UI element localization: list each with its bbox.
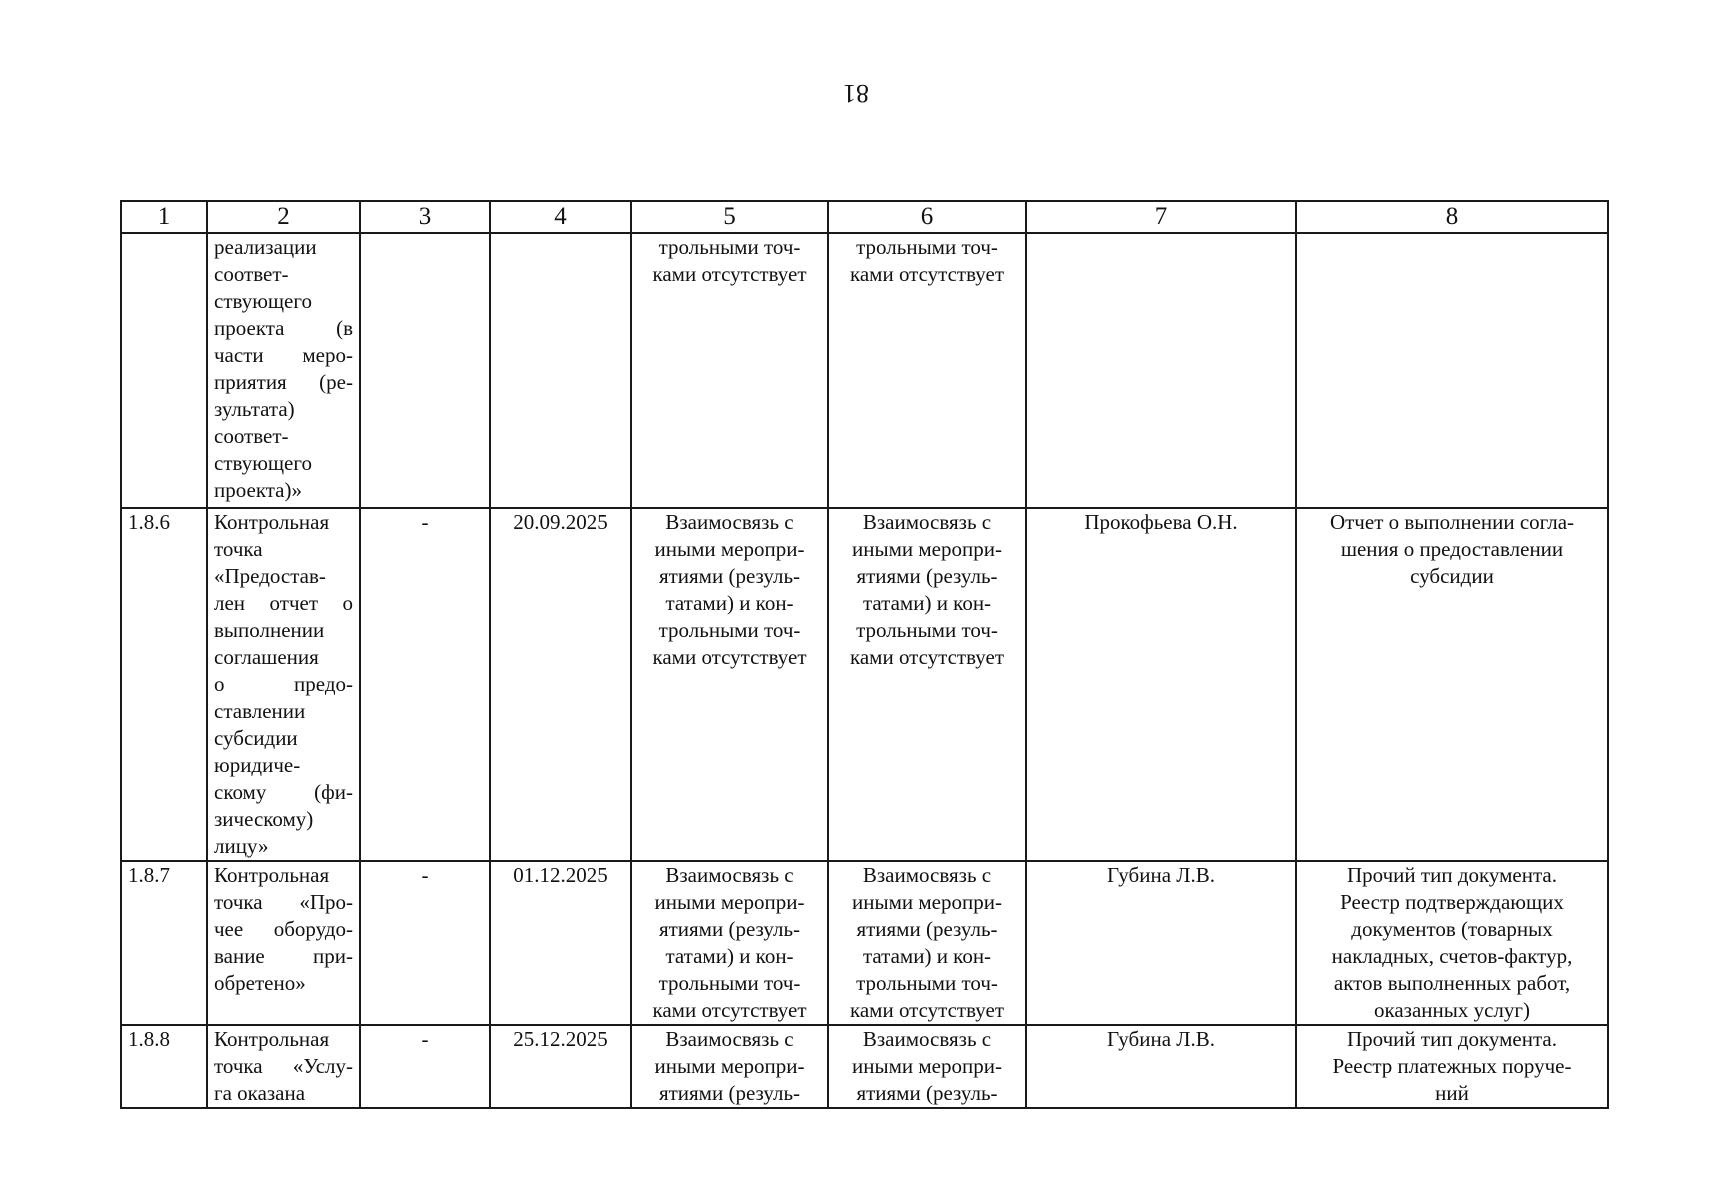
successor-cell: [828, 508, 1026, 861]
event-name-line: зическому): [214, 807, 314, 831]
column-3-cell: -: [360, 861, 490, 1025]
responsible-cell: Губина Л.В.: [1026, 1025, 1296, 1108]
due-date-cell: [490, 233, 631, 508]
header-row: [121, 201, 1608, 233]
document-cell: [1296, 233, 1608, 508]
successor-line: татами) и кон-: [862, 591, 992, 615]
column-3-cell: -: [360, 508, 490, 861]
successor-line: ками отсутствует: [849, 262, 1005, 286]
event-name-line: вание при-: [214, 944, 353, 968]
column-3-cell: -: [360, 1025, 490, 1108]
column-header-5: 5: [631, 201, 828, 233]
column-3-cell: [360, 233, 490, 508]
document-line: актов выполненных работ,: [1333, 971, 1571, 995]
document-line: ний: [1435, 1081, 1469, 1105]
predecessor-line: иными меропри-: [654, 537, 805, 561]
row-number-cell: [121, 233, 207, 508]
event-name-line: ствующего: [214, 451, 312, 475]
predecessor-line: Взаимосвязь с: [665, 510, 794, 534]
predecessor-line: ятиями (резуль-: [658, 564, 801, 588]
document-line: Реестр платежных поруче-: [1332, 1054, 1572, 1078]
event-name-line: Контрольная: [214, 510, 330, 534]
event-name-line: «Предостав-: [214, 564, 326, 588]
successor-line: иными меропри-: [852, 1054, 1002, 1078]
predecessor-line: ками отсутствует: [652, 998, 807, 1022]
document-line: оказанных услуг): [1373, 998, 1531, 1022]
event-name-line: га оказана: [214, 1081, 306, 1105]
event-name-line: лицу»: [214, 834, 269, 858]
due-date-cell: 01.12.2025: [490, 861, 631, 1025]
successor-line: ятиями (резуль-: [856, 564, 998, 588]
event-name-line: реализации: [214, 235, 317, 259]
successor-line: трольными точ-: [856, 235, 998, 259]
responsible-cell: Губина Л.В.: [1026, 861, 1296, 1025]
predecessor-line: Взаимосвязь с: [665, 863, 794, 887]
predecessor-line: ками отсутствует: [652, 262, 807, 286]
document-line: субсидии: [1410, 564, 1494, 588]
predecessor-cell: [631, 233, 828, 508]
document-line: накладных, счетов-фактур,: [1331, 944, 1573, 968]
event-name-line: скому (фи-: [214, 780, 353, 804]
successor-line: Взаимосвязь с: [862, 863, 992, 887]
row-number-cell: 1.8.8: [121, 1025, 207, 1108]
predecessor-line: ятиями (резуль-: [658, 917, 801, 941]
predecessor-line: ятиями (резуль-: [658, 1081, 801, 1105]
column-header-3: 3: [360, 201, 490, 233]
predecessor-line: Взаимосвязь с: [665, 1027, 794, 1051]
event-name-line: проекта)»: [214, 478, 302, 502]
event-name-line: соответ-: [214, 262, 289, 286]
event-name-line: Контрольная: [214, 1027, 330, 1051]
predecessor-line: иными меропри-: [654, 1054, 805, 1078]
event-name-line: о предо-: [214, 672, 353, 696]
document-line: Реестр подтверждающих: [1340, 890, 1564, 914]
successor-line: ками отсутствует: [849, 645, 1005, 669]
responsible-cell: [1026, 233, 1296, 508]
row-number-cell: 1.8.7: [121, 861, 207, 1025]
event-name-line: точка «Про-: [214, 890, 353, 914]
event-name-cell: [207, 861, 360, 1025]
predecessor-line: татами) и кон-: [665, 944, 794, 968]
event-name-line: ставлении: [214, 699, 306, 723]
successor-cell: [828, 1025, 1026, 1108]
responsible-cell: Прокофьева О.Н.: [1026, 508, 1296, 861]
event-name-line: проекта (в: [214, 316, 353, 340]
predecessor-line: ками отсутствует: [652, 645, 807, 669]
column-header-6: 6: [828, 201, 1026, 233]
document-cell: [1296, 1025, 1608, 1108]
page-number: 81: [843, 79, 869, 108]
event-name-line: приятия (ре-: [214, 370, 353, 394]
successor-line: ятиями (резуль-: [856, 917, 998, 941]
event-name-line: Контрольная: [214, 863, 330, 887]
event-name-line: соглашения: [214, 645, 319, 669]
predecessor-line: иными меропри-: [654, 890, 805, 914]
document-cell: [1296, 861, 1608, 1025]
event-name-line: чее оборудо-: [214, 917, 353, 941]
table-row: [121, 233, 1608, 508]
successor-line: Взаимосвязь с: [862, 510, 992, 534]
predecessor-cell: [631, 1025, 828, 1108]
event-name-line: точка: [214, 537, 263, 561]
due-date-cell: 25.12.2025: [490, 1025, 631, 1108]
event-name-cell: [207, 233, 360, 508]
control-points-table: [120, 200, 1609, 1109]
document-line: Прочий тип документа.: [1347, 863, 1557, 887]
event-name-line: соответ-: [214, 424, 289, 448]
due-date-cell: 20.09.2025: [490, 508, 631, 861]
column-header-7: 7: [1026, 201, 1296, 233]
predecessor-line: татами) и кон-: [665, 591, 794, 615]
document-line: Отчет о выполнении согла-: [1329, 510, 1575, 534]
document-cell: [1296, 508, 1608, 861]
successor-line: ятиями (резуль-: [856, 1081, 998, 1105]
event-name-line: точка «Услу-: [214, 1054, 353, 1078]
successor-line: иными меропри-: [852, 537, 1002, 561]
table-row: [121, 1025, 1608, 1108]
row-number-cell: 1.8.6: [121, 508, 207, 861]
column-header-1: 1: [121, 201, 207, 233]
event-name-line: субсидии: [214, 726, 298, 750]
column-header-8: 8: [1296, 201, 1608, 233]
event-name-cell: [207, 1025, 360, 1108]
event-name-line: лен отчет о: [214, 591, 353, 615]
column-header-2: 2: [207, 201, 360, 233]
predecessor-line: трольными точ-: [658, 971, 801, 995]
document-line: шения о предоставлении: [1340, 537, 1564, 561]
event-name-line: юридиче-: [214, 753, 301, 777]
document-line: документов (товарных: [1351, 917, 1553, 941]
successor-line: трольными точ-: [856, 971, 998, 995]
successor-cell: [828, 861, 1026, 1025]
successor-line: иными меропри-: [852, 890, 1002, 914]
successor-cell: [828, 233, 1026, 508]
successor-line: трольными точ-: [856, 618, 998, 642]
table-row: [121, 508, 1608, 861]
event-name-line: зультата): [214, 397, 295, 421]
event-name-line: ствующего: [214, 289, 312, 313]
predecessor-line: трольными точ-: [658, 235, 801, 259]
successor-line: Взаимосвязь с: [862, 1027, 992, 1051]
predecessor-cell: [631, 861, 828, 1025]
event-name-cell: [207, 508, 360, 861]
predecessor-line: трольными точ-: [658, 618, 801, 642]
predecessor-cell: [631, 508, 828, 861]
event-name-line: обретено»: [214, 971, 306, 995]
document-line: Прочий тип документа.: [1347, 1027, 1557, 1051]
successor-line: татами) и кон-: [862, 944, 992, 968]
column-header-4: 4: [490, 201, 631, 233]
event-name-line: выполнении: [214, 618, 325, 642]
table-row: [121, 861, 1608, 1025]
successor-line: ками отсутствует: [849, 998, 1005, 1022]
event-name-line: части меро-: [214, 343, 353, 367]
